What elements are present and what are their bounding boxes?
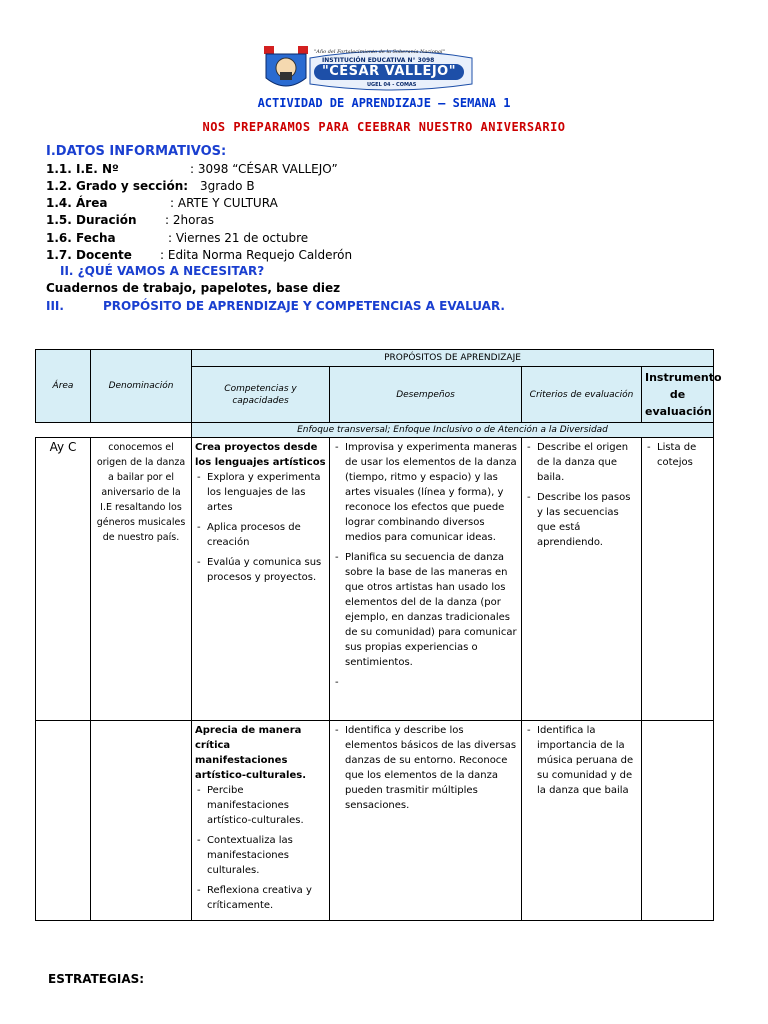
activity-subtitle: NOS PREPARAMOS PARA CEEBRAR NUESTRO ANIVERSARIO [202,120,566,134]
list-item: - Identifica y describe los elementos básicos de las diversas danzas de su entorno. Reconoce que los elementos de la danza pueden trasmitir múltiples sensaciones. [345,723,518,813]
enfoque-row: Enfoque transversal; Enfoque Inclusivo o de Atención a la Diversidad [192,423,714,438]
info-value: : Edita Norma Requejo Calderón [160,248,353,262]
school-logo [262,44,474,94]
desempenos-list [333,723,518,813]
info-value: 3grado B [200,179,255,193]
institution-label: INSTITUCIÓN EDUCATIVA N° 3098 [322,57,435,64]
list-item: - Evalúa y comunica sus procesos y proyectos. [207,555,326,585]
instrumento-cell-empty [642,721,714,921]
area-cell: Ay C [36,438,91,721]
list-item: - Describe el origen de la danza que baila. [537,440,638,485]
list-item: - Identifica la importancia de la música peruana de su comunidad y de la danza que baila [537,723,638,798]
desempenos-cell [330,721,522,921]
header-area: Área [36,350,91,423]
desempenos-list [333,440,518,670]
competencia-cell [192,721,330,921]
info-value: : ARTE Y CULTURA [170,196,278,210]
header-criterios: Criterios de evaluación [522,367,642,423]
activity-title: ACTIVIDAD DE APRENDIZAJE – SEMANA 1 [257,96,511,110]
info-value: : 3098 “CÉSAR VALLEJO” [190,162,338,176]
materials-text: Cuadernos de trabajo, papelotes, base diez [46,281,341,295]
list-item: - Improvisa y experimenta maneras de usar los elementos de la danza (tiempo, ritmo y espacio) y las artes visuales (línea y forma), y reconoce los efectos que puede lograr combinando diversos medios para comunicar ideas. [345,440,518,545]
estrategias-heading: ESTRATEGIAS: [48,972,145,986]
list-item: - Reflexiona creativa y críticamente. [207,883,326,913]
info-label: 1.2. Grado y sección: [46,179,189,193]
info-label: 1.7. Docente [46,248,132,262]
header-purposes: PROPÓSITOS DE APRENDIZAJE [192,350,714,367]
desempenos-cell [330,438,522,721]
list-item: - Planifica su secuencia de danza sobre la base de las maneras en que otros artistas han usado los elementos del de la danza (por ejemplo, en danzas tradicionales de su comunidad) para comunicar sus propias experiencias o sentimientos. [345,550,518,670]
list-item: - Contextualiza las manifestaciones culturales. [207,833,326,878]
list-item: - Describe los pasos y las secuencias que está aprendiendo. [537,490,638,550]
list-item: - Aplica procesos de creación [207,520,326,550]
info-label: 1.5. Duración [46,213,137,227]
competencia-cell [192,438,330,721]
header-competencias: Competencias y capacidades [192,367,330,423]
criterios-list [525,440,638,550]
info-label: 1.4. Área [46,196,108,210]
info-value: : Viernes 21 de octubre [168,231,309,245]
info-value: : 2horas [165,213,214,227]
info-label: 1.6. Fecha [46,231,116,245]
learning-purposes-table [35,349,722,921]
info-label: 1.1. I.E. Nº [46,162,119,176]
area-cell-empty [36,721,91,921]
capacidades-list [195,783,326,913]
competencia-title: Crea proyectos desde los lenguajes artísticos [195,442,326,468]
section-datos-heading: I.DATOS INFORMATIVOS: [46,144,227,159]
denominacion-cell: conocemos el origen de la danza a bailar por el aniversario de la I.E resaltando los géneros musicales de nuestro país. [91,438,192,721]
list-item: - Explora y experimenta los lenguajes de las artes [207,470,326,515]
section-proposito-heading: PROPÓSITO DE APRENDIZAJE Y COMPETENCIAS A EVALUAR. [103,299,505,313]
list-item: - Lista de cotejos [657,440,710,470]
school-name: "CÉSAR VALLEJO" [314,64,464,80]
list-item: - Percibe manifestaciones artístico-culturales. [207,783,326,828]
criterios-list [525,723,638,798]
criterios-cell [522,721,642,921]
instrumento-cell [642,438,714,721]
section-proposito-number: III. [46,299,64,313]
header-denominacion: Denominación [91,350,192,423]
school-motto: "Año del Fortalecimiento de la Soberanía Nacional" [314,49,445,55]
info-row-ie [46,162,119,176]
competencia-title: Aprecia de manera crítica manifestaciones artístico-culturales. [195,725,307,781]
criterios-cell [522,438,642,721]
instrumento-list [645,440,710,470]
denominacion-cell-empty [91,721,192,921]
header-desempenos: Desempeños [330,367,522,423]
ugel-label: UGEL 04 - COMAS [367,82,417,88]
header-instrumento: Instrumento de evaluación [642,367,714,423]
section-necesitar-heading: II. ¿QUÉ VAMOS A NECESITAR? [60,264,265,278]
capacidades-list [195,470,326,585]
